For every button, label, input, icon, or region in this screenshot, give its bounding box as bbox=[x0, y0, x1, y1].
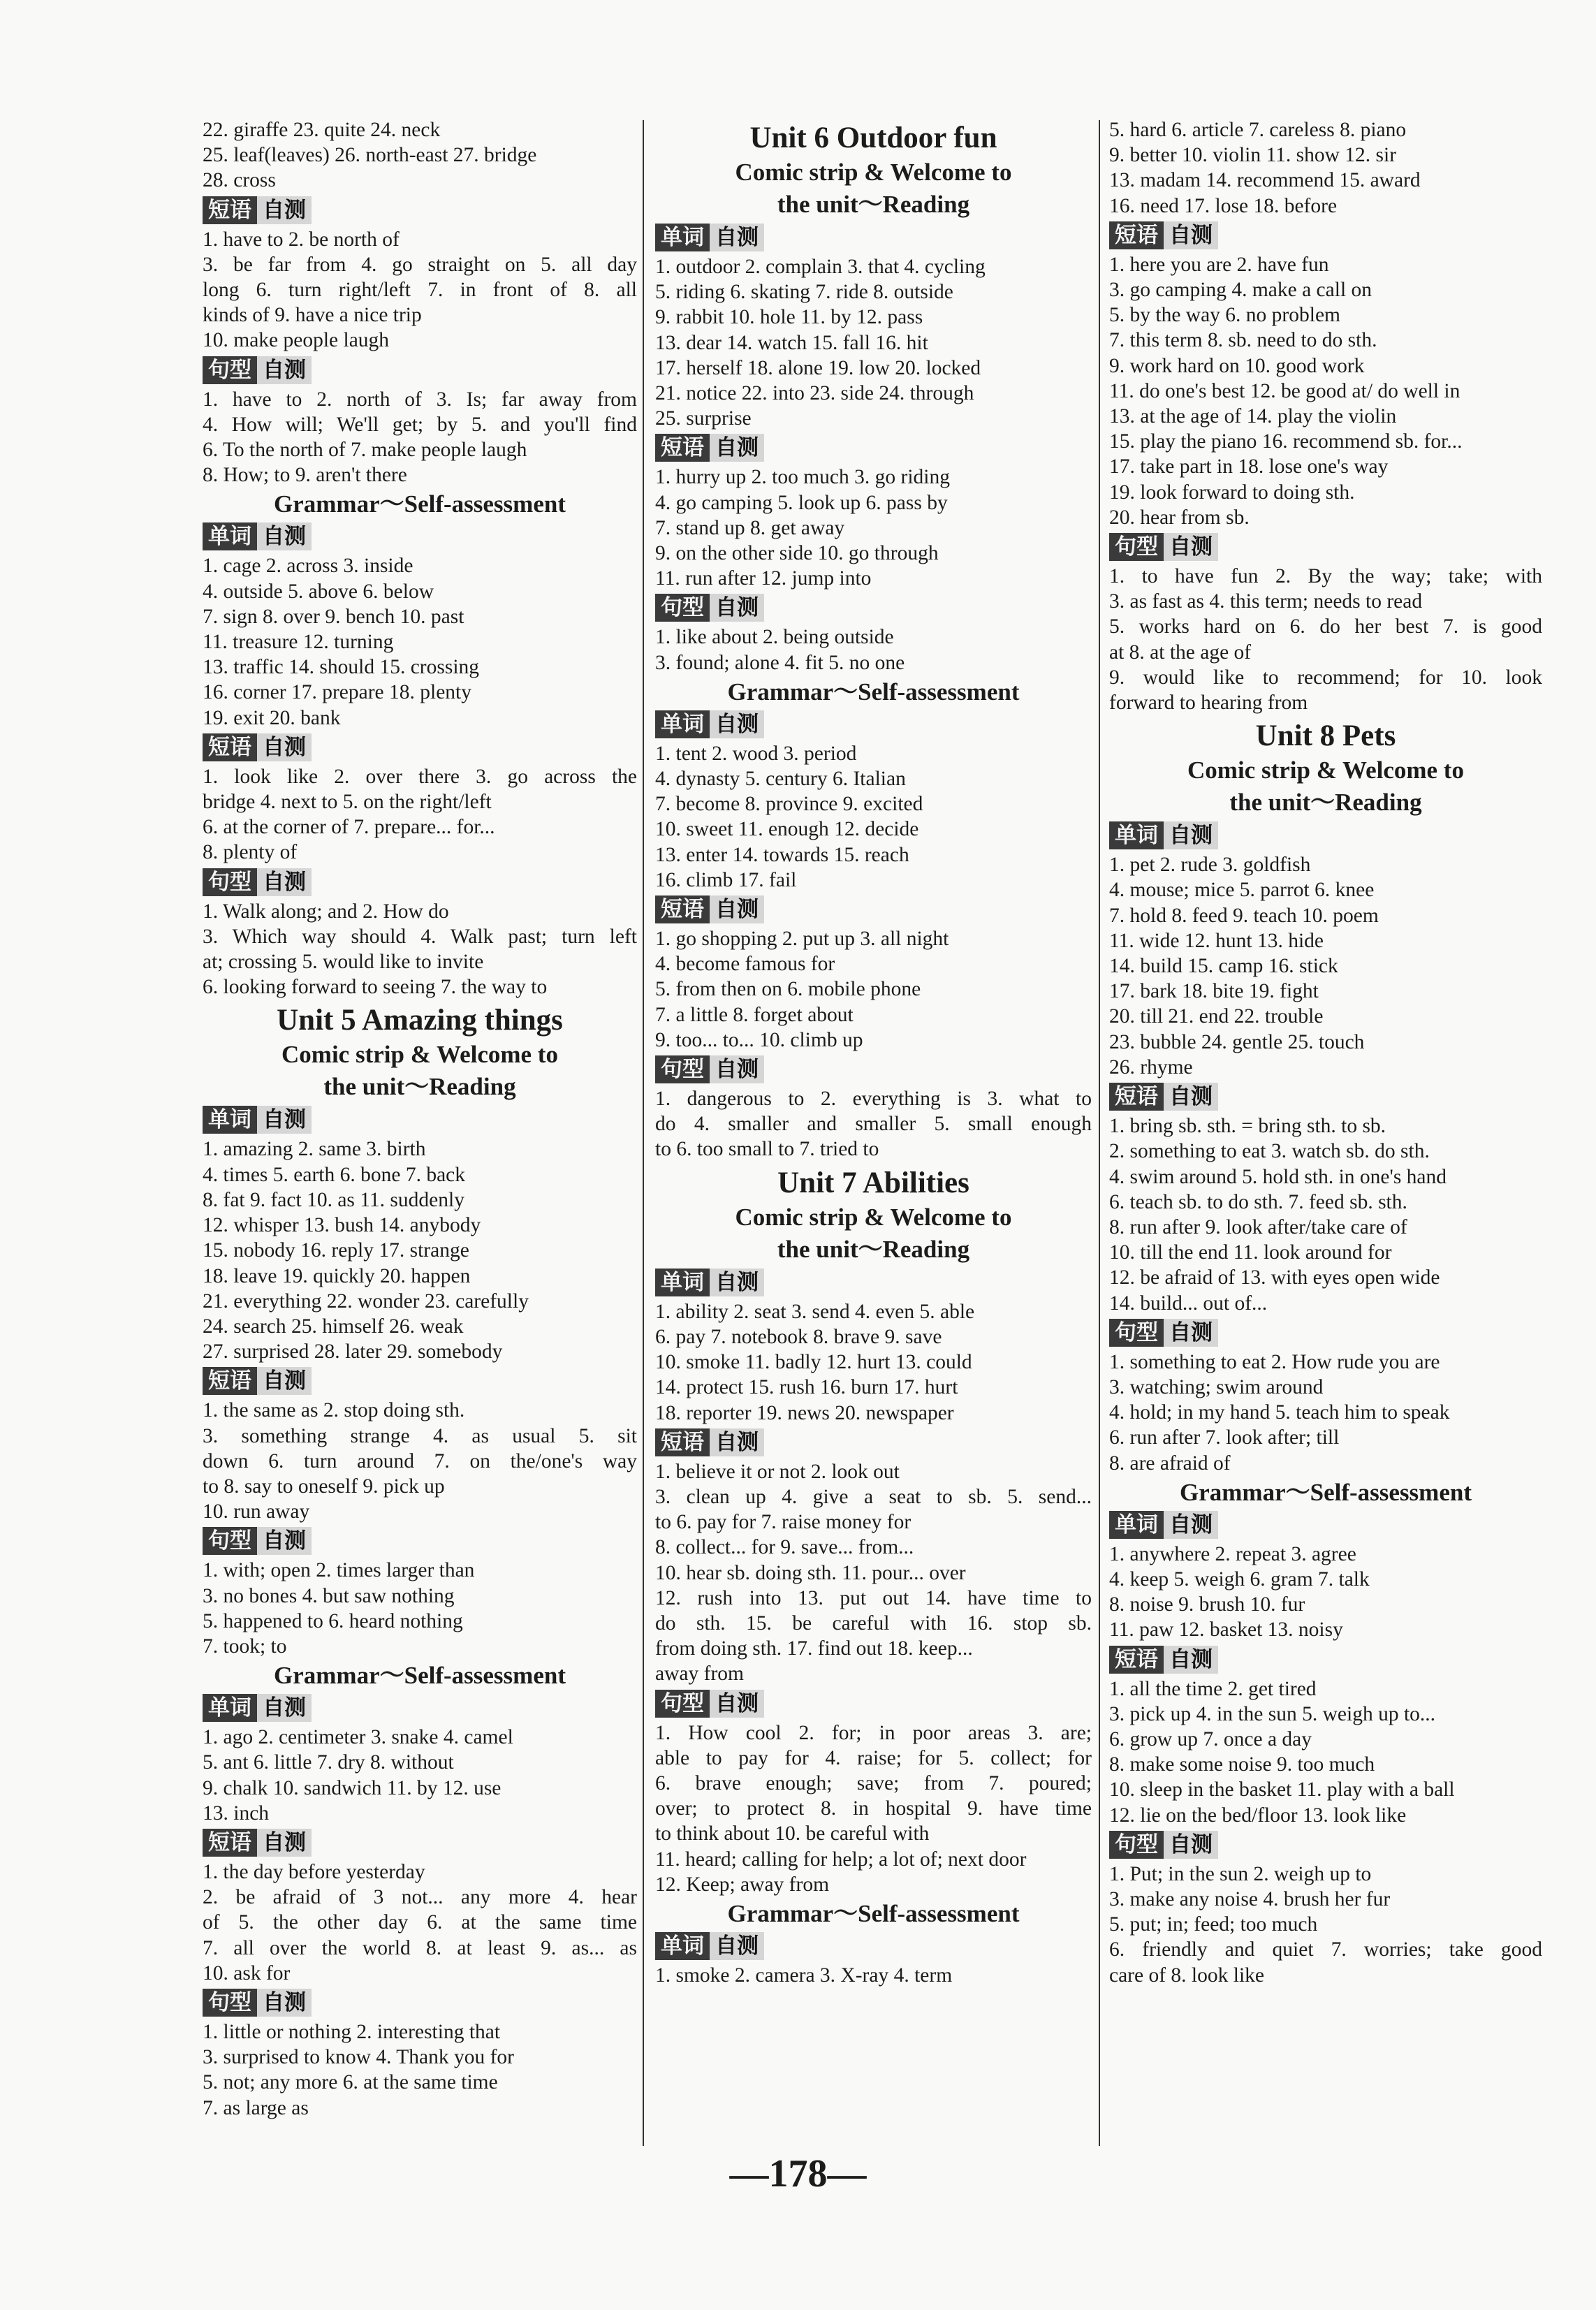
badge-category: 句型 bbox=[203, 868, 257, 896]
answer-line: 1. outdoor 2. complain 3. that 4. cycling bbox=[655, 256, 986, 278]
answer-line: 10. hear sb. doing sth. 11. pour... over bbox=[655, 1561, 966, 1584]
answer-line: to think about 10. be careful with bbox=[655, 1822, 930, 1845]
unit-subtitle: Comic strip & Welcome to bbox=[735, 1203, 1012, 1231]
answer-line: 7. all over the world 8. at least 9. as... as bbox=[203, 1936, 637, 1959]
badge-self-test: 自测 bbox=[710, 1690, 764, 1718]
badge-category: 短语 bbox=[203, 733, 257, 761]
section-badge bbox=[203, 522, 637, 550]
answer-line: 6. looking forward to seeing 7. the way to bbox=[203, 976, 548, 999]
badge-self-test: 自测 bbox=[257, 1694, 312, 1722]
answer-line: 1. Walk along; and 2. How do bbox=[203, 900, 449, 923]
answer-line: 11. treasure 12. turning bbox=[203, 631, 394, 654]
badge-category: 单词 bbox=[203, 1694, 257, 1722]
answer-line: 12. whisper 13. bush 14. anybody bbox=[203, 1214, 481, 1237]
answer-line: 1. to have fun 2. By the way; take; with bbox=[1109, 565, 1542, 588]
answer-line: 1. little or nothing 2. interesting that bbox=[203, 2020, 501, 2043]
badge-category: 短语 bbox=[203, 196, 257, 224]
unit-subtitle: Comic strip & Welcome to bbox=[281, 1041, 558, 1069]
badge-category: 短语 bbox=[1109, 221, 1164, 249]
answer-line: 20. till 21. end 22. trouble bbox=[1109, 1005, 1324, 1028]
answer-line: 1. Put; in the sun 2. weigh up to bbox=[1109, 1862, 1372, 1885]
section-badge bbox=[655, 896, 1092, 923]
answer-line: of 5. the other day 6. at the same time bbox=[203, 1911, 637, 1934]
badge-self-test: 自测 bbox=[710, 434, 764, 462]
answer-line: 1. the same as 2. stop doing sth. bbox=[203, 1399, 465, 1422]
answer-line: 1. believe it or not 2. look out bbox=[655, 1460, 900, 1483]
answer-line: to 8. say to oneself 9. pick up bbox=[203, 1475, 445, 1498]
answer-line: 10. till the end 11. look around for bbox=[1109, 1241, 1392, 1264]
answer-line: 4. mouse; mice 5. parrot 6. knee bbox=[1109, 879, 1375, 902]
badge-category: 短语 bbox=[1109, 1646, 1164, 1674]
badge-category: 短语 bbox=[655, 1428, 710, 1456]
unit-title: Unit 7 Abilities bbox=[777, 1166, 969, 1199]
section-heading: Grammar～Self-assessment bbox=[274, 490, 566, 518]
answer-line: 8. How; to 9. aren't there bbox=[203, 464, 407, 487]
answer-line: 11. do one's best 12. be good at/ do well in bbox=[1109, 379, 1460, 402]
section-heading: Grammar～Self-assessment bbox=[727, 678, 1020, 706]
answer-line: 26. rhyme bbox=[1109, 1055, 1193, 1079]
answer-line: 1. tent 2. wood 3. period bbox=[655, 742, 857, 765]
section-badge bbox=[203, 1367, 637, 1395]
answer-line: 13. at the age of 14. play the violin bbox=[1109, 405, 1397, 428]
answer-line: 4. How will; We'll get; by 5. and you'll find bbox=[203, 413, 637, 436]
answer-line: 3. found; alone 4. fit 5. no one bbox=[655, 651, 905, 674]
answer-line: 9. work hard on 10. good work bbox=[1109, 354, 1365, 377]
answer-line: 1. pet 2. rude 3. goldfish bbox=[1109, 854, 1311, 877]
answer-line: 6. To the north of 7. make people laugh bbox=[203, 439, 527, 462]
answer-line: 8. are afraid of bbox=[1109, 1452, 1231, 1475]
badge-self-test: 自测 bbox=[1164, 1646, 1218, 1674]
badge-self-test: 自测 bbox=[710, 896, 764, 923]
section-badge bbox=[203, 1989, 637, 2017]
answer-line: 6. pay 7. notebook 8. brave 9. save bbox=[655, 1325, 942, 1348]
badge-category: 句型 bbox=[655, 1690, 710, 1718]
badge-self-test: 自测 bbox=[257, 1367, 312, 1395]
section-badge bbox=[655, 1269, 1092, 1296]
answer-line: 1. anywhere 2. repeat 3. agree bbox=[1109, 1542, 1356, 1565]
answer-line: 9. rabbit 10. hole 11. by 12. pass bbox=[655, 306, 923, 329]
answer-line: 25. surprise bbox=[655, 407, 752, 430]
answer-line: 13. enter 14. towards 15. reach bbox=[655, 843, 909, 866]
answer-line: 1. amazing 2. same 3. birth bbox=[203, 1138, 426, 1161]
answer-line: 3. surprised to know 4. Thank you for bbox=[203, 2046, 515, 2069]
answer-line: forward to hearing from bbox=[1109, 692, 1308, 715]
answer-line: 1. hurry up 2. too much 3. go riding bbox=[655, 466, 950, 489]
answer-line: 6. brave enough; save; from 7. poured; bbox=[655, 1771, 1092, 1794]
answer-line: 12. rush into 13. put out 14. have time to bbox=[655, 1586, 1092, 1609]
answer-line: 1. like about 2. being outside bbox=[655, 626, 894, 649]
answer-line: 7. stand up 8. get away bbox=[655, 516, 845, 539]
answer-line: 9. would like to recommend; for 10. look bbox=[1109, 666, 1542, 689]
answer-line: 16. corner 17. prepare 18. plenty bbox=[203, 681, 471, 704]
badge-category: 单词 bbox=[1109, 821, 1164, 849]
badge-self-test: 自测 bbox=[1164, 821, 1218, 849]
answer-line: 1. ability 2. seat 3. send 4. even 5. able bbox=[655, 1300, 975, 1323]
badge-category: 单词 bbox=[655, 224, 710, 251]
answer-line: 5. by the way 6. no problem bbox=[1109, 304, 1340, 327]
answer-line: 11. run after 12. jump into bbox=[655, 567, 872, 590]
answer-line: 1. something to eat 2. How rude you are bbox=[1109, 1350, 1440, 1373]
answer-line: 1. all the time 2. get tired bbox=[1109, 1677, 1317, 1700]
answer-line: 25. leaf(leaves) 26. north-east 27. bridge bbox=[203, 144, 537, 167]
section-heading: Grammar～Self-assessment bbox=[727, 1899, 1020, 1927]
answer-line: 6. friendly and quiet 7. worries; take good bbox=[1109, 1938, 1542, 1961]
answer-line: 9. too... to... 10. climb up bbox=[655, 1028, 863, 1051]
answer-line: 12. be afraid of 13. with eyes open wide bbox=[1109, 1266, 1440, 1289]
answer-line: 19. look forward to doing sth. bbox=[1109, 481, 1355, 504]
badge-self-test: 自测 bbox=[257, 1106, 312, 1134]
answer-line: 14. build 15. camp 16. stick bbox=[1109, 955, 1338, 978]
section-badge bbox=[1109, 821, 1542, 849]
unit-subtitle: the unit～Reading bbox=[777, 1235, 970, 1263]
badge-category: 单词 bbox=[655, 1269, 710, 1296]
answer-line: 3. pick up 4. in the sun 5. weigh up to... bbox=[1109, 1702, 1436, 1725]
answer-line: down 6. turn around 7. on the/one's way bbox=[203, 1449, 637, 1472]
section-badge bbox=[655, 1428, 1092, 1456]
column-3 bbox=[1109, 117, 1542, 1988]
answer-line: 5. hard 6. article 7. careless 8. piano bbox=[1109, 119, 1407, 141]
section-badge bbox=[1109, 1831, 1542, 1859]
answer-line: 11. heard; calling for help; a lot of; next door bbox=[655, 1848, 1027, 1871]
answer-line: 5. not; any more 6. at the same time bbox=[203, 2071, 498, 2094]
unit-subtitle: the unit～Reading bbox=[1229, 789, 1422, 817]
section-badge bbox=[203, 196, 637, 224]
badge-self-test: 自测 bbox=[710, 1269, 764, 1296]
badge-category: 句型 bbox=[1109, 533, 1164, 561]
answer-line: 16. climb 17. fail bbox=[655, 868, 797, 891]
answer-line: 5. happened to 6. heard nothing bbox=[203, 1609, 463, 1632]
answer-line: 17. bark 18. bite 19. fight bbox=[1109, 980, 1319, 1003]
answer-line: 15. play the piano 16. recommend sb. for... bbox=[1109, 430, 1463, 453]
answer-line: 17. take part in 18. lose one's way bbox=[1109, 455, 1389, 478]
answer-line: 5. riding 6. skating 7. ride 8. outside bbox=[655, 281, 953, 304]
answer-line: 5. put; in; feed; too much bbox=[1109, 1913, 1318, 1936]
column-1 bbox=[203, 117, 637, 2121]
answer-line: 14. protect 15. rush 16. burn 17. hurt bbox=[655, 1376, 958, 1399]
answer-line: 1. with; open 2. times larger than bbox=[203, 1559, 475, 1582]
badge-self-test: 自测 bbox=[257, 1527, 312, 1555]
answer-line: 1. the day before yesterday bbox=[203, 1860, 425, 1883]
unit-title: Unit 6 Outdoor fun bbox=[749, 122, 997, 154]
badge-category: 短语 bbox=[655, 434, 710, 462]
answer-line: 13. traffic 14. should 15. crossing bbox=[203, 656, 480, 679]
answer-line: 1. bring sb. sth. = bring sth. to sb. bbox=[1109, 1115, 1386, 1138]
unit-title: Unit 8 Pets bbox=[1255, 719, 1396, 753]
answer-line: 23. bubble 24. gentle 25. touch bbox=[1109, 1030, 1365, 1053]
answer-line: 3. go camping 4. make a call on bbox=[1109, 279, 1372, 302]
section-badge bbox=[203, 1829, 637, 1857]
answer-line: 10. make people laugh bbox=[203, 329, 390, 352]
section-badge bbox=[203, 1106, 637, 1134]
answer-line: 12. Keep; away from bbox=[655, 1873, 830, 1896]
answer-line: 4. outside 5. above 6. below bbox=[203, 580, 434, 603]
answer-line: 2. be afraid of 3 not... any more 4. hear bbox=[203, 1886, 637, 1909]
answer-line: 21. notice 22. into 23. side 24. through bbox=[655, 382, 974, 405]
answer-line: 4. swim around 5. hold sth. in one's hand bbox=[1109, 1165, 1447, 1188]
answer-line: 10. run away bbox=[203, 1500, 310, 1523]
badge-category: 句型 bbox=[655, 1055, 710, 1083]
column-divider bbox=[1099, 120, 1100, 2146]
section-badge bbox=[655, 1690, 1092, 1718]
badge-self-test: 自测 bbox=[1164, 1831, 1218, 1859]
badge-self-test: 自测 bbox=[710, 224, 764, 251]
answer-line: 8. collect... for 9. save... from... bbox=[655, 1536, 914, 1559]
answer-line: from doing sth. 17. find out 18. keep... bbox=[655, 1637, 973, 1660]
answer-line: 11. wide 12. hunt 13. hide bbox=[1109, 929, 1324, 952]
answer-line: 22. giraffe 23. quite 24. neck bbox=[203, 119, 441, 141]
badge-self-test: 自测 bbox=[1164, 1511, 1218, 1539]
answer-line: 4. keep 5. weigh 6. gram 7. talk bbox=[1109, 1567, 1370, 1591]
section-badge bbox=[1109, 1511, 1542, 1539]
badge-category: 句型 bbox=[203, 356, 257, 384]
unit-subtitle: the unit～Reading bbox=[777, 191, 970, 218]
answer-line: 1. go shopping 2. put up 3. all night bbox=[655, 928, 949, 951]
column-divider bbox=[643, 120, 644, 2146]
answer-line: 19. exit 20. bank bbox=[203, 706, 341, 729]
badge-category: 单词 bbox=[1109, 1511, 1164, 1539]
answer-line: 6. teach sb. to do sth. 7. feed sb. sth. bbox=[1109, 1190, 1407, 1213]
unit-subtitle: Comic strip & Welcome to bbox=[735, 159, 1012, 186]
badge-self-test: 自测 bbox=[1164, 221, 1218, 249]
answer-line: to 6. pay for 7. raise money for bbox=[655, 1511, 912, 1534]
answer-line: 3. something strange 4. as usual 5. sit bbox=[203, 1424, 637, 1447]
answer-line: 8. run after 9. look after/take care of bbox=[1109, 1215, 1407, 1238]
answer-line: able to pay for 4. raise; for 5. collect; for bbox=[655, 1746, 1092, 1769]
badge-category: 短语 bbox=[655, 896, 710, 923]
answer-line: 5. from then on 6. mobile phone bbox=[655, 978, 921, 1001]
answer-line: 3. Which way should 4. Walk past; turn left bbox=[203, 925, 637, 948]
answer-line: care of 8. look like bbox=[1109, 1964, 1264, 1987]
answer-line: 12. lie on the bed/floor 13. look like bbox=[1109, 1804, 1407, 1827]
badge-self-test: 自测 bbox=[257, 356, 312, 384]
answer-line: 3. watching; swim around bbox=[1109, 1375, 1324, 1398]
answer-line: 18. leave 19. quickly 20. happen bbox=[203, 1264, 471, 1287]
section-badge bbox=[1109, 1083, 1542, 1111]
badge-self-test: 自测 bbox=[710, 1055, 764, 1083]
badge-self-test: 自测 bbox=[257, 733, 312, 761]
badge-self-test: 自测 bbox=[257, 1829, 312, 1857]
answer-line: 13. madam 14. recommend 15. award bbox=[1109, 169, 1421, 192]
answer-line: 21. everything 22. wonder 23. carefully bbox=[203, 1289, 529, 1313]
section-badge bbox=[655, 710, 1092, 738]
answer-line: 9. on the other side 10. go through bbox=[655, 542, 939, 565]
answer-line: 7. a little 8. forget about bbox=[655, 1003, 854, 1026]
answer-line: 4. go camping 5. look up 6. pass by bbox=[655, 491, 948, 514]
answer-line: 3. as fast as 4. this term; needs to read bbox=[1109, 590, 1423, 613]
section-heading: Grammar～Self-assessment bbox=[1180, 1478, 1472, 1506]
section-badge bbox=[1109, 533, 1542, 561]
answer-line: 6. at the corner of 7. prepare... for... bbox=[203, 816, 495, 839]
answer-line: 10. ask for bbox=[203, 1961, 291, 1984]
answer-line: 9. chalk 10. sandwich 11. by 12. use bbox=[203, 1776, 502, 1799]
badge-self-test: 自测 bbox=[257, 868, 312, 896]
answer-line: do sth. 15. be careful with 16. stop sb. bbox=[655, 1611, 1092, 1635]
answer-line: at; crossing 5. would like to invite bbox=[203, 951, 484, 974]
answer-line: 6. grow up 7. once a day bbox=[1109, 1727, 1312, 1750]
answer-line: 3. clean up 4. give a seat to sb. 5. send... bbox=[655, 1485, 1092, 1508]
answer-line: 28. cross bbox=[203, 169, 276, 192]
badge-self-test: 自测 bbox=[1164, 533, 1218, 561]
answer-line: 1. How cool 2. for; in poor areas 3. are; bbox=[655, 1721, 1092, 1744]
answer-line: 7. become 8. province 9. excited bbox=[655, 793, 923, 816]
answer-line: bridge 4. next to 5. on the right/left bbox=[203, 791, 492, 814]
answer-line: 1. have to 2. be north of bbox=[203, 228, 400, 251]
answer-line: 5. ant 6. little 7. dry 8. without bbox=[203, 1751, 454, 1774]
answer-line: 6. run after 7. look after; till bbox=[1109, 1426, 1340, 1449]
answer-line: 10. sleep in the basket 11. play with a ball bbox=[1109, 1778, 1455, 1801]
badge-category: 短语 bbox=[1109, 1083, 1164, 1111]
answer-line: at 8. at the age of bbox=[1109, 641, 1252, 664]
badge-category: 句型 bbox=[1109, 1319, 1164, 1347]
answer-line: 9. better 10. violin 11. show 12. sir bbox=[1109, 144, 1397, 167]
answer-line: 2. something to eat 3. watch sb. do sth. bbox=[1109, 1140, 1430, 1163]
badge-category: 单词 bbox=[655, 710, 710, 738]
answer-line: 4. dynasty 5. century 6. Italian bbox=[655, 768, 906, 791]
answer-line: kinds of 9. have a nice trip bbox=[203, 304, 422, 327]
unit-title: Unit 5 Amazing things bbox=[277, 1004, 563, 1037]
column-2 bbox=[655, 117, 1092, 1988]
answer-line: 7. sign 8. over 9. bench 10. past bbox=[203, 605, 464, 628]
badge-category: 单词 bbox=[203, 522, 257, 550]
answer-line: 13. inch bbox=[203, 1801, 270, 1825]
answer-line: 7. took; to bbox=[203, 1635, 287, 1658]
badge-self-test: 自测 bbox=[1164, 1083, 1218, 1111]
page-number: —178— bbox=[729, 2152, 867, 2195]
badge-category: 句型 bbox=[1109, 1831, 1164, 1859]
section-badge bbox=[203, 1527, 637, 1555]
answer-line: 3. make any noise 4. brush her fur bbox=[1109, 1887, 1391, 1910]
section-badge bbox=[1109, 1646, 1542, 1674]
answer-line: 4. become famous for bbox=[655, 953, 835, 976]
answer-line: 24. search 25. himself 26. weak bbox=[203, 1315, 464, 1338]
section-badge bbox=[655, 1055, 1092, 1083]
badge-self-test: 自测 bbox=[710, 710, 764, 738]
answer-line: 5. works hard on 6. do her best 7. is good bbox=[1109, 615, 1542, 638]
answer-line: do 4. smaller and smaller 5. small enough bbox=[655, 1113, 1092, 1136]
badge-category: 单词 bbox=[655, 1932, 710, 1960]
badge-category: 句型 bbox=[203, 1527, 257, 1555]
answer-line: 7. as large as bbox=[203, 2096, 309, 2119]
section-badge bbox=[203, 733, 637, 761]
answer-line: 3. be far from 4. go straight on 5. all day bbox=[203, 253, 637, 276]
answer-line: away from bbox=[655, 1662, 744, 1686]
answer-line: 8. plenty of bbox=[203, 841, 298, 864]
answer-line: 8. fat 9. fact 10. as 11. suddenly bbox=[203, 1188, 464, 1211]
answer-line: 8. make some noise 9. too much bbox=[1109, 1753, 1375, 1776]
section-badge bbox=[1109, 221, 1542, 249]
answer-line: 11. paw 12. basket 13. noisy bbox=[1109, 1618, 1343, 1642]
section-badge bbox=[1109, 1319, 1542, 1347]
section-heading: Grammar～Self-assessment bbox=[274, 1662, 566, 1690]
answer-line: 14. build... out of... bbox=[1109, 1292, 1268, 1315]
section-badge bbox=[203, 1694, 637, 1722]
badge-category: 句型 bbox=[655, 594, 710, 622]
answer-line: 4. hold; in my hand 5. teach him to speak bbox=[1109, 1401, 1450, 1424]
badge-category: 短语 bbox=[203, 1367, 257, 1395]
answer-line: 17. herself 18. alone 19. low 20. locked bbox=[655, 356, 981, 379]
answer-line: long 6. turn right/left 7. in front of 8. all bbox=[203, 279, 637, 302]
section-badge bbox=[203, 868, 637, 896]
badge-self-test: 自测 bbox=[257, 1989, 312, 2017]
answer-line: 1. cage 2. across 3. inside bbox=[203, 555, 413, 578]
answer-line: 13. dear 14. watch 15. fall 16. hit bbox=[655, 331, 928, 354]
answer-line: 15. nobody 16. reply 17. strange bbox=[203, 1239, 469, 1262]
answer-line: 1. smoke 2. camera 3. X-ray 4. term bbox=[655, 1964, 953, 1987]
section-badge bbox=[655, 224, 1092, 251]
section-badge bbox=[203, 356, 637, 384]
section-badge bbox=[655, 1932, 1092, 1960]
answer-line: to 6. too small to 7. tried to bbox=[655, 1138, 879, 1161]
answer-line: 8. noise 9. brush 10. fur bbox=[1109, 1593, 1305, 1616]
section-badge bbox=[655, 434, 1092, 462]
answer-line: 7. hold 8. feed 9. teach 10. poem bbox=[1109, 904, 1379, 927]
badge-self-test: 自测 bbox=[710, 1428, 764, 1456]
badge-self-test: 自测 bbox=[257, 196, 312, 224]
answer-line: 16. need 17. lose 18. before bbox=[1109, 194, 1338, 217]
answer-line: over; to protect 8. in hospital 9. have time bbox=[655, 1797, 1092, 1820]
answer-line: 10. sweet 11. enough 12. decide bbox=[655, 818, 919, 841]
answer-line: 1. have to 2. north of 3. Is; far away from bbox=[203, 388, 637, 411]
answer-line: 1. dangerous to 2. everything is 3. what to bbox=[655, 1088, 1092, 1111]
badge-self-test: 自测 bbox=[257, 522, 312, 550]
badge-self-test: 自测 bbox=[710, 1932, 764, 1960]
badge-category: 句型 bbox=[203, 1989, 257, 2017]
answer-line: 1. ago 2. centimeter 3. snake 4. camel bbox=[203, 1726, 513, 1749]
unit-subtitle: the unit～Reading bbox=[323, 1073, 516, 1101]
badge-category: 单词 bbox=[203, 1106, 257, 1134]
badge-self-test: 自测 bbox=[1164, 1319, 1218, 1347]
answer-line: 3. no bones 4. but saw nothing bbox=[203, 1584, 455, 1607]
answer-line: 1. here you are 2. have fun bbox=[1109, 253, 1329, 276]
badge-self-test: 自测 bbox=[710, 594, 764, 622]
badge-category: 短语 bbox=[203, 1829, 257, 1857]
answer-line: 4. times 5. earth 6. bone 7. back bbox=[203, 1163, 466, 1186]
section-badge bbox=[655, 594, 1092, 622]
answer-line: 1. look like 2. over there 3. go across the bbox=[203, 765, 637, 788]
answer-line: 20. hear from sb. bbox=[1109, 506, 1250, 529]
unit-subtitle: Comic strip & Welcome to bbox=[1187, 756, 1464, 784]
answer-line: 27. surprised 28. later 29. somebody bbox=[203, 1340, 503, 1364]
answer-line: 18. reporter 19. news 20. newspaper bbox=[655, 1401, 954, 1424]
answer-line: 10. smoke 11. badly 12. hurt 13. could bbox=[655, 1351, 972, 1374]
answer-line: 7. this term 8. sb. need to do sth. bbox=[1109, 329, 1377, 352]
